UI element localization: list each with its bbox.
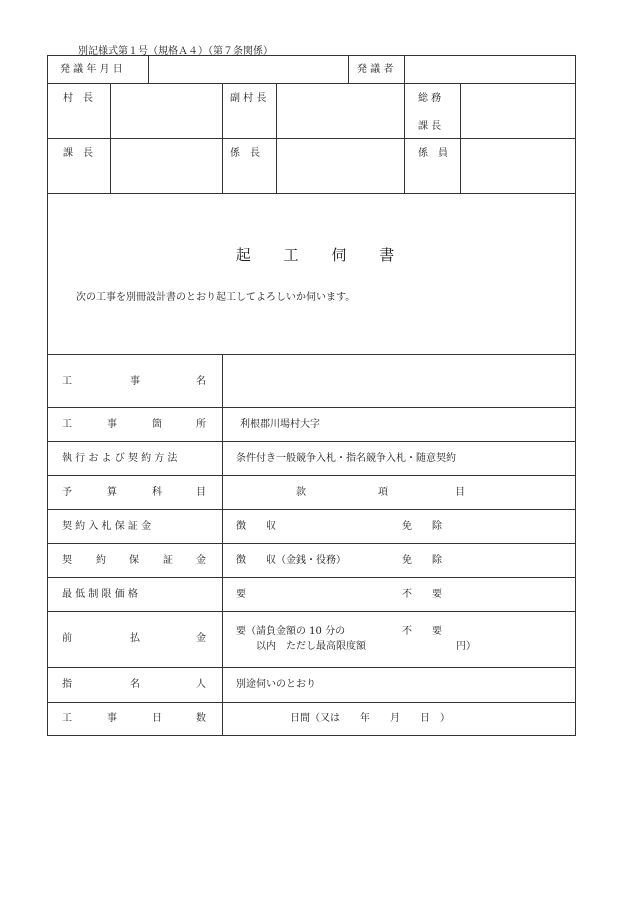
rule [47,441,576,442]
document-title [0,244,630,265]
advance-yen: 円） [456,641,476,652]
proposer-label: 発 議 者 [357,64,394,75]
contract-method-value: 条件付き一般競争入札・指名競争入札・随意契約 [236,453,456,464]
title-char: 起 [235,246,251,264]
rule [222,83,223,193]
label-char: 数 [196,713,206,724]
label-char: 証 [163,555,173,566]
label-char: 名 [130,679,140,690]
bid-bond-collect: 徴 収 [236,521,276,532]
general-affairs-label: 総 務 [418,93,442,104]
budget-item: 項 [378,487,388,498]
date-label: 発 議 年 月 日 [60,64,123,75]
rule [47,407,576,408]
rule [47,611,576,612]
title-char: 工 [283,246,299,264]
subsection-chief-label: 係 長 [230,148,260,159]
rule [460,83,461,193]
budget-subitem: 目 [455,487,465,498]
label-char: 事 [130,376,140,387]
rule [47,138,576,139]
min-price-label: 最 低 制 限 価 格 [62,589,138,600]
rule [47,702,576,703]
label-char: 目 [196,487,206,498]
advance-required: 要（請負金額の 10 分の [236,626,346,637]
rule [47,509,576,510]
label-char: 契 [62,555,72,566]
rule [110,83,111,193]
label-char: 金 [196,633,206,644]
work-location-value: 利根郡川場村大字 [240,419,320,430]
contract-bond-exempt: 免 除 [402,555,442,566]
label-char: 金 [196,555,206,566]
label-char: 保 [129,555,139,566]
rule [47,475,576,476]
advance-limit: 以内 ただし最高限度額 [256,641,366,652]
rule [404,83,405,193]
general-affairs-chief-label: 課 長 [418,121,442,132]
label-char: 工 [62,713,72,724]
advance-not-required: 不 要 [402,626,442,637]
rule [348,55,349,83]
title-char: 書 [379,246,395,264]
label-char: 事 [107,419,117,430]
rule [47,193,576,194]
min-price-not-required: 不 要 [402,589,442,600]
label-char: 指 [62,679,72,690]
rule [47,354,576,355]
contract-bond-collect: 徴 収（金銭・役務） [236,555,346,566]
label-char: 工 [62,376,72,387]
rule [148,55,149,83]
label-char: 人 [196,679,206,690]
work-days-value: 日間（又は 年 月 日 ） [290,713,450,724]
title-char: 伺 [331,246,347,264]
budget-article: 款 [296,487,306,498]
bid-bond-label: 契 約 入 札 保 証 金 [62,521,152,532]
rule [276,83,277,193]
label-char: 名 [196,376,206,387]
label-char: 科 [152,487,162,498]
bid-bond-exempt: 免 除 [402,521,442,532]
label-char: 工 [62,419,72,430]
label-char: 箇 [152,419,162,430]
rule [47,543,576,544]
label-char: 予 [62,487,72,498]
label-char: 所 [196,419,206,430]
label-char: 算 [107,487,117,498]
rule [47,83,576,84]
rule [47,577,576,578]
label-char: 約 [96,555,106,566]
designated-value: 別途伺いのとおり [236,679,316,690]
label-char: 日 [152,713,162,724]
rule [404,55,405,83]
label-char: 事 [107,713,117,724]
label-char: 払 [130,633,140,644]
intro-text: 次の工事を別冊設計書のとおり起工してよろしいか伺います。 [76,292,356,303]
contract-method-label: 執 行 お よ び 契 約 方 法 [62,453,178,464]
rule [222,354,223,736]
rule [47,667,576,668]
section-chief-label: 課 長 [63,148,93,159]
label-char: 前 [62,633,72,644]
min-price-required: 要 [236,589,246,600]
staff-label: 係 員 [418,148,448,159]
form-caption: 別記様式第１号（規格Ａ４）（第７条関係） [78,46,273,57]
village-head-label: 村 長 [63,93,93,104]
deputy-head-label: 副 村 長 [230,93,267,104]
